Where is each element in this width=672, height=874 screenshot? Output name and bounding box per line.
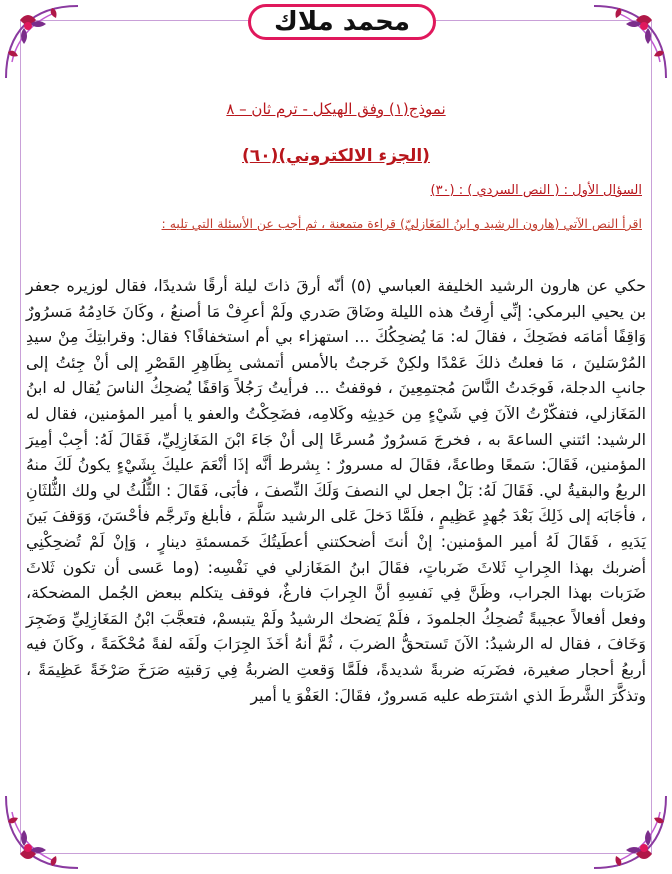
floral-corner-ornament bbox=[2, 792, 82, 872]
floral-corner-ornament bbox=[2, 2, 82, 82]
question-instruction: اقرأ النص الآتي (هارون الرشيد و ابنُ المَغَازليّ) قراءة متمعنة ، ثم أجب عن الأسئلة التي تليه : bbox=[161, 216, 642, 231]
model-title: نموذج(١) وفق الهيكل - ترم ثان – ٨ bbox=[226, 100, 446, 118]
floral-corner-ornament bbox=[590, 792, 670, 872]
author-name-badge: محمد ملاك bbox=[248, 4, 436, 40]
question-label: السؤال الأول : ( النص السردي ) : (٣٠) bbox=[430, 183, 642, 198]
part-title: (الجزء الالكتروني)(٦٠) bbox=[242, 146, 430, 166]
floral-corner-ornament bbox=[590, 2, 670, 82]
passage-text: حكي عن هارون الرشيد الخليفة العباسي (٥) أنّه أرقَ ذاتَ ليلة أرقًا شديدًا، فقال لوزيره جعفر بن يحيي البرمكي: إنِّي أرِقتُ هذه الليلة وضَاقَ صَدري ولَمْ أعرِفْ مَا أصنعُ ، وكَانَ خَادِمُهُ مَسرُورٌ وَاقِفًا أمَامَه فضَحِكَ ، فقالَ له: مَا يُضحِكُكَ ... استهزاء بي أم استخفافًا؟ فقال: وقرابتِكَ مِنْ سيدِ المُرْسَلينَ ، مَا فعلتُ ذلكَ عَمْدًا ولكِنْ خَرجتُ بالأمس أتمشى بِظَاهِرِ القَصْرِ إلى أنْ جِئتُ إلى جانبِ الدجلة، فَوجَدتُ النَّاسَ مُجتمِعِينَ ، فوقفتُ ... فرأيتُ رَجُلاً وَاقفًا يُضحِكُ الناسَ يُقال له ابنُ المَغَازلي، فتفكّرْتُ الآنَ فِي شَيْءٍ مِن حَدِيثِه وكَلامِه، فضَحِكْتُ والعفو يا أمير المؤمنين، فقال له الرشيد: ائتني الساعةَ به ، فخرجَ مَسرُورٌ مُسرعًا إلى أنْ جَاءَ ابْنَ المَغَازِلِيِّ، فَقَالَ لَهُ: أجِبْ أمِيرَ المؤمنين، فَقَالَ: سَمعًا وطاعةً، فقَالَ له مسرورٌ : بِشرط أنَّه إذَا أنْعَمَ عليكَ بِشَيْءٍ يكونُ لَكَ منهُ الربعُ والبقيةُ لي. فَقَالَ لَهُ: بَلْ اجعل لي النصفَ وَلَكَ النِّصفَ ، فأبَى، فَقَالَ : الثُّلُثُ لي ولك الثُّلثَانِ ، فأجَابَه إلى ذَلِكَ بَعْدَ جُهدٍ عَظِيمٍ ، فلَمَّا دَخلَ عَلى الرشيد سَلَّمَ ، فأبلغ وتَرجَّم فأحْسَنَ، وَوَقفَ بَينَ يَدَيهِ ، فَقَالَ لَهُ أمير المؤمنين: إنْ أنتَ أضحكتني أعطَيتُكَ خَمسمئةِ دينارٍ ، وَإنْ لَمْ تُضحِكْنِي أضربك بهذا الجِرابِ ثَلاثَ ضَرباتٍ، فقَالَ ابنُ المَغَازلي في نَفْسِه: (وما عَسى أن تكون ثَلاثَ ضَرَبات بهذا الجراب، وظَنَّ فِي نَفسِهِ أنَّ الجِرابَ فارغٌ، فوقف يتكلم ببعض الجُمل المضحكة، وفعل أفعالاً عجيبةً تُضحِكُ الجلمودَ ، فلَمْ يَضحك الرشيدُ ولَمْ يتبسمْ، فتعجَّبَ ابْنُ المَغَازِلِيِّ وَضَجِرَ وَخَافَ ، فقال له الرشيدُ: الآنَ تَستحقُّ الضربَ ، ثُمَّ أنهُ أخَذَ الجِرَابَ ولَفَه لفةً مُحْكَمَةً ، وكَانَ فيه أربعُ أحجار صغيرة، فضَربَه ضربةً شديدةً، فلَمَّا وَقعتِ الضربةُ فِي رَقبتِه صَرَخَ صَرْخَةً عَظِيمَةً ، وتذكَّرَ الشَّرطَ الذي اشترَطه عليه مَسرورٌ، فقَالَ: العَفْوَ يا أمير bbox=[26, 276, 646, 705]
